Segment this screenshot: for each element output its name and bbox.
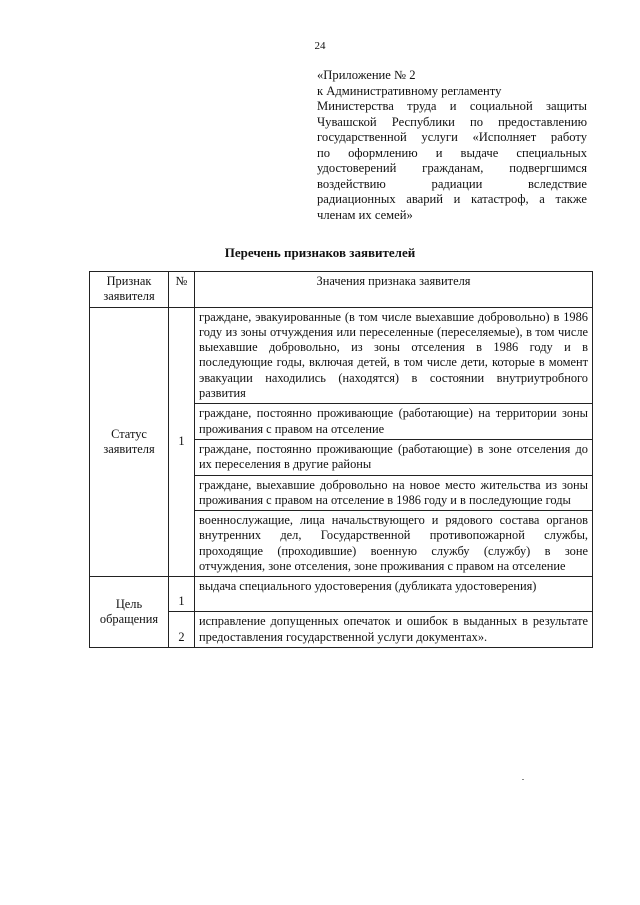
scan-speck — [522, 779, 524, 780]
appendix-line: воздействию радиации вследствие — [317, 176, 587, 191]
status-value: граждане, выехавшие добровольно на новое место жительства из зоны проживания с правом на отселение в 1986 году и в последующие годы — [195, 475, 593, 511]
header-sign: Признак заявителя — [90, 272, 169, 308]
appendix-line: радиационных аварий и катастроф, а также — [317, 192, 587, 206]
appendix-line: Чувашской Республики по предоставлению — [317, 114, 587, 129]
status-value: граждане, эвакуированные (в том числе выехавшие добровольно) в 1986 году из зоны отчуждения или переселенные (переселяемые), в том числе выехавшие добровольно, из зоны отселения в 1986 году и в последующие годы, включая детей, в том числе дети, которые в момент эвакуации находились (находятся) в состоянии внутриутробного развития — [195, 307, 593, 404]
table-row — [90, 577, 593, 612]
status-label: Статус заявителя — [90, 307, 169, 577]
purpose-value: исправление допущенных опечаток и ошибок в выданных в результате предоставления государственной услуги документах». — [195, 612, 593, 648]
document-title: Перечень признаков заявителей — [224, 245, 416, 260]
purpose-number: 1 — [169, 577, 195, 612]
appendix-line: государственной услуги «Исполняет работу — [317, 130, 587, 144]
header-num: № — [169, 272, 195, 308]
purpose-number: 2 — [169, 612, 195, 648]
status-value: военнослужащие, лица начальствующего и рядового состава органов внутренних дел, Государственной противопожарной службы, проходящие (проходившие) военную службу (службу) в зоне отчуждения, зоне отселения, зоне проживания с правом на отселение — [195, 511, 593, 577]
appendix-line: членам их семей» — [317, 207, 413, 222]
appendix-header — [317, 68, 587, 223]
header-values: Значения признака заявителя — [195, 272, 593, 308]
appendix-line: удостоверений гражданам, подвергшимся — [317, 161, 587, 175]
appendix-line: к Административному регламенту — [317, 83, 502, 98]
purpose-value: выдача специального удостоверения (дубликата удостоверения) — [195, 577, 593, 612]
status-value: граждане, постоянно проживающие (работающие) в зоне отселения до их переселения в другие районы — [195, 439, 593, 475]
status-number: 1 — [169, 307, 195, 577]
page-number: 24 — [314, 40, 326, 52]
status-value: граждане, постоянно проживающие (работающие) на территории зоны проживания с правом на отселение — [195, 404, 593, 440]
appendix-line: Министерства труда и социальной защиты — [317, 99, 587, 113]
table-header-row — [90, 272, 593, 308]
table-row — [90, 307, 593, 404]
appendix-line: «Приложение № 2 — [317, 68, 416, 82]
applicant-criteria-table — [89, 271, 593, 648]
appendix-line: по оформлению и выдаче специальных — [317, 145, 587, 160]
purpose-label: Цель обращения — [90, 577, 169, 648]
